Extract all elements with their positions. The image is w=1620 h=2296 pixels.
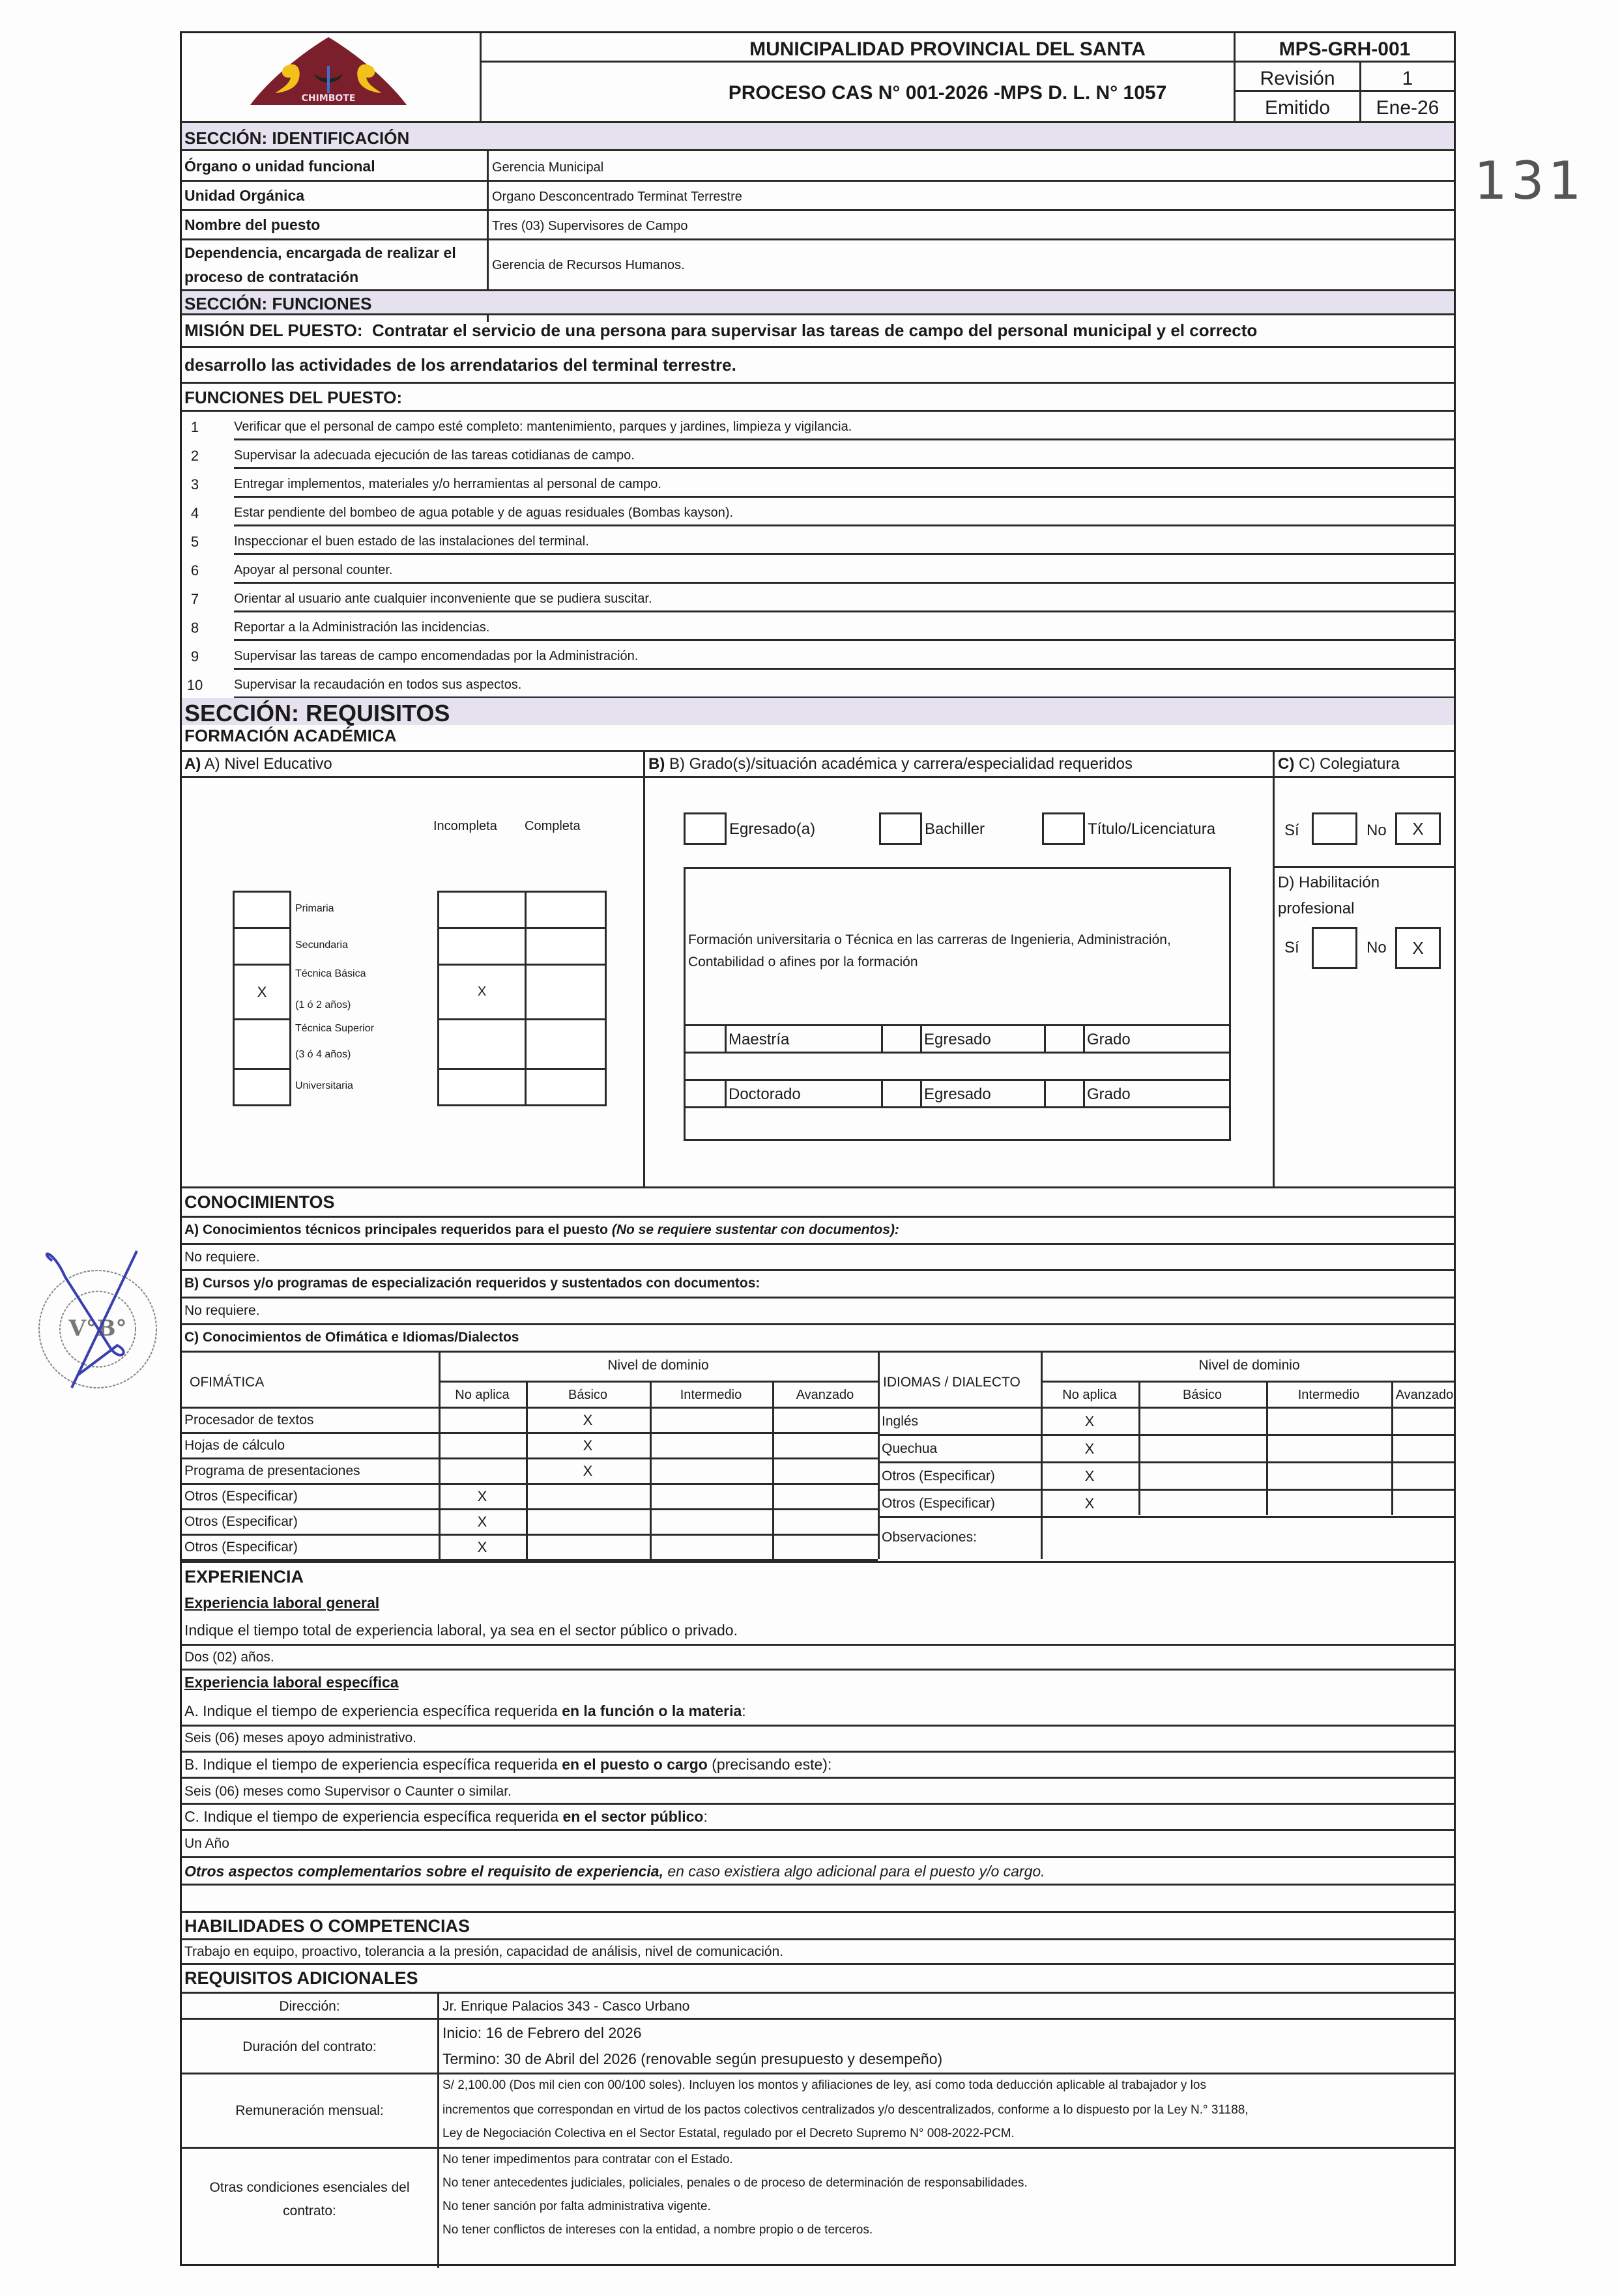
- nivel-completa-cell[interactable]: [525, 927, 607, 966]
- adicionales-title: REQUISITOS ADICIONALES: [184, 1968, 418, 1988]
- doctorado-label: Doctorado: [729, 1085, 801, 1103]
- function-number: 2: [190, 448, 199, 464]
- level-header: Intermedio: [680, 1388, 742, 1402]
- conocimientos-c-label: C) Conocimientos de Ofimática e Idiomas/Dialectos: [184, 1330, 519, 1345]
- otras-condiciones-line: No tener impedimentos para contratar con el Estado.: [442, 2153, 733, 2166]
- level-header: Básico: [1182, 1388, 1222, 1402]
- ofimatica-row-label: Otros (Especificar): [184, 1489, 298, 1504]
- funciones-title: FUNCIONES DEL PUESTO:: [184, 388, 403, 407]
- header-title: MUNICIPALIDAD PROVINCIAL DEL SANTA: [749, 38, 1146, 60]
- mission-line-2: desarrollo las actividades de los arrendatarios del terminal terrestre.: [184, 355, 736, 375]
- colegiatura-si-checkbox[interactable]: [1312, 812, 1357, 845]
- experiencia-otros-label: Otros aspectos complementarios sobre el requisito de experiencia, en caso existiera algo adicional para el puesto y/o cargo.: [184, 1863, 1045, 1880]
- nivel-label: Primaria: [295, 903, 334, 914]
- conocimientos-title: CONOCIMIENTOS: [184, 1192, 335, 1212]
- incompleta-header: Incompleta: [433, 819, 497, 833]
- duracion-label: Duración del contrato:: [242, 2039, 377, 2054]
- conocimientos-b-value: No requiere.: [184, 1303, 260, 1318]
- function-number: 5: [190, 534, 199, 550]
- direccion-label: Dirección:: [279, 1999, 340, 2014]
- colegiatura-title: C) C) Colegiatura: [1278, 755, 1400, 773]
- function-text: Supervisar la recaudación en todos sus aspectos.: [234, 678, 522, 692]
- experiencia-a-value: Seis (06) meses apoyo administrativo.: [184, 1730, 416, 1745]
- function-text: Apoyar al personal counter.: [234, 563, 393, 577]
- duracion-termino: Termino: 30 de Abril del 2026 (renovable según presupuesto y desempeño): [442, 2050, 943, 2067]
- function-text: Supervisar las tareas de campo encomendadas por la Administración.: [234, 649, 639, 663]
- ofimatica-row-label: Otros (Especificar): [184, 1514, 298, 1529]
- svg-text:CHIMBOTE: CHIMBOTE: [301, 93, 356, 104]
- svg-text:V°B°: V°B°: [68, 1315, 127, 1342]
- field-value: Tres (03) Supervisores de Campo: [492, 219, 688, 233]
- doctorado-egresado: Egresado: [924, 1085, 991, 1103]
- bachiller-label: Bachiller: [925, 820, 985, 838]
- level-header: No aplica: [1062, 1388, 1117, 1402]
- otras-condiciones-line: No tener sanción por falta administrativa vigente.: [442, 2200, 711, 2213]
- header-subtitle: PROCESO CAS N° 001-2026 -MPS D. L. N° 1057: [728, 82, 1167, 104]
- idioma-row-label: Inglés: [882, 1414, 919, 1429]
- function-text: Inspeccionar el buen estado de las instalaciones del terminal.: [234, 534, 589, 549]
- maestria-label: Maestría: [729, 1031, 790, 1048]
- completa-header: Completa: [525, 819, 581, 833]
- stamp-icon: [20, 1238, 163, 1394]
- remuneracion-label: Remuneración mensual:: [235, 2103, 384, 2118]
- revision-label: Revisión: [1260, 68, 1335, 89]
- section-identificacion: [182, 123, 1454, 149]
- field-value: Organo Desconcentrado Terminat Terrestre: [492, 190, 742, 204]
- level-header: No aplica: [455, 1388, 510, 1402]
- idioma-row-label: Otros (Especificar): [882, 1496, 995, 1511]
- ofimatica-level-cell[interactable]: X: [583, 1437, 593, 1454]
- habilitacion-si-checkbox[interactable]: [1312, 927, 1357, 969]
- function-number: 10: [186, 677, 203, 693]
- ofimatica-level-cell[interactable]: X: [583, 1412, 593, 1428]
- logo-cell: [182, 33, 482, 121]
- nivel-educativo-title: A) A) Nivel Educativo: [184, 755, 332, 773]
- function-number: 7: [190, 591, 199, 607]
- function-text: Supervisar la adecuada ejecución de las tareas cotidianas de campo.: [234, 448, 635, 463]
- function-text: Verificar que el personal de campo esté completo: mantenimiento, parques y jardines, limpieza y vigilancia.: [234, 420, 852, 434]
- experiencia-b-value: Seis (06) meses como Supervisor o Caunter o similar.: [184, 1784, 512, 1799]
- section-requisitos: [182, 698, 1454, 725]
- section-funciones: [182, 291, 1454, 313]
- doc-code-cell: [1236, 33, 1454, 63]
- ofimatica-level-cell[interactable]: X: [477, 1488, 487, 1504]
- issued-value: Ene-26: [1376, 97, 1439, 119]
- issued-row: [1236, 92, 1454, 121]
- otras-condiciones-line: No tener antecedentes judiciales, policiales, penales o de proceso de determinación de responsabilidades.: [442, 2176, 1028, 2190]
- conocimientos-a-label: A) Conocimientos técnicos principales requeridos para el puesto (No se requiere sustentar con documentos):: [184, 1222, 899, 1237]
- ofimatica-row-label: Procesador de textos: [184, 1413, 314, 1428]
- nivel-dominio-label: Nivel de dominio: [607, 1358, 709, 1373]
- titulo-checkbox[interactable]: [1042, 812, 1085, 845]
- nivel-incompleta-cell[interactable]: [437, 1018, 527, 1070]
- function-number: 4: [190, 505, 199, 521]
- observaciones-label: Observaciones:: [882, 1530, 977, 1545]
- remuneracion-line: S/ 2,100.00 (Dos mil cien con 00/100 soles). Incluyen los montos y afiliaciones de ley, así como toda deducción aplicable al trabajador y los: [442, 2078, 1206, 2092]
- handwritten-page-number: 131: [1474, 151, 1585, 211]
- ofimatica-level-cell[interactable]: X: [583, 1463, 593, 1479]
- carrera-text: Formación universitaria o Técnica en las carreras de Ingenieria, Administración,: [688, 932, 1171, 947]
- experiencia-title: EXPERIENCIA: [184, 1567, 304, 1586]
- idiomas-title: IDIOMAS / DIALECTO: [883, 1375, 1020, 1390]
- habilitacion-si-label: Sí: [1284, 939, 1299, 956]
- field-label: Unidad Orgánica: [184, 187, 305, 204]
- doctorado-grado: Grado: [1087, 1085, 1131, 1103]
- chimbote-logo-icon: [244, 33, 413, 111]
- experiencia-general-title: Experiencia laboral general: [184, 1594, 380, 1611]
- nivel-label: Técnica Superior: [295, 1023, 374, 1034]
- experiencia-a-question: A. Indique el tiempo de experiencia específica requerida en la función o la materia:: [184, 1702, 746, 1719]
- idioma-level-cell[interactable]: X: [1084, 1441, 1095, 1457]
- grado-title: B) B) Grado(s)/situación académica y carrera/especialidad requeridos: [648, 755, 1133, 773]
- mission-line-1: MISIÓN DEL PUESTO: Contratar el servicio de una persona para supervisar las tareas de campo del personal municipal y el correcto: [184, 321, 1258, 340]
- formacion-title: FORMACIÓN ACADÉMICA: [184, 726, 397, 745]
- nivel-incompleta-cell[interactable]: [437, 927, 527, 966]
- colegiatura-no-checkbox[interactable]: X: [1395, 812, 1441, 845]
- colegiatura-no-label: No: [1367, 822, 1387, 839]
- nivel-checkbox[interactable]: [233, 1068, 291, 1106]
- revision-row: [1236, 63, 1454, 92]
- habilitacion-title: profesional: [1278, 900, 1355, 917]
- field-value: Gerencia Municipal: [492, 160, 604, 175]
- nivel-checkbox[interactable]: X: [233, 964, 291, 1020]
- ofimatica-level-cell[interactable]: X: [477, 1539, 487, 1555]
- habilitacion-title: D) Habilitación: [1278, 874, 1380, 891]
- nivel-label: (3 ó 4 años): [295, 1049, 351, 1060]
- nivel-completa-cell[interactable]: [525, 1018, 607, 1070]
- function-text: Estar pendiente del bombeo de agua potable y de aguas residuales (Bombas kayson).: [234, 506, 734, 520]
- nivel-incompleta-cell[interactable]: [437, 891, 527, 929]
- idioma-level-cell[interactable]: X: [1084, 1495, 1095, 1512]
- idioma-level-cell[interactable]: X: [1084, 1468, 1095, 1484]
- nivel-label: (1 ó 2 años): [295, 999, 351, 1011]
- ofimatica-row-label: Hojas de cálculo: [184, 1438, 285, 1453]
- otras-condiciones-label: contrato:: [283, 2203, 336, 2218]
- egresado-label: Egresado(a): [729, 820, 816, 838]
- field-label: Órgano o unidad funcional: [184, 158, 375, 175]
- nivel-label: Secundaria: [295, 940, 348, 951]
- section-title: SECCIÓN: FUNCIONES: [184, 294, 372, 313]
- nivel-dominio-label: Nivel de dominio: [1198, 1358, 1300, 1373]
- nivel-completa-cell[interactable]: [525, 891, 607, 929]
- experiencia-c-value: Un Año: [184, 1836, 229, 1851]
- maestria-egresado: Egresado: [924, 1031, 991, 1048]
- field-label: proceso de contratación: [184, 268, 359, 285]
- experiencia-general-value: Dos (02) años.: [184, 1650, 274, 1665]
- function-text: Reportar a la Administración las incidencias.: [234, 620, 490, 635]
- duracion-inicio: Inicio: 16 de Febrero del 2026: [442, 2024, 642, 2041]
- habilidades-title: HABILIDADES O COMPETENCIAS: [184, 1916, 470, 1936]
- doc-code: MPS-GRH-001: [1279, 38, 1411, 60]
- ofimatica-row-label: Otros (Especificar): [184, 1540, 298, 1555]
- level-header: Intermedio: [1297, 1388, 1360, 1402]
- experiencia-general-question: Indique el tiempo total de experiencia laboral, ya sea en el sector público o privado.: [184, 1622, 738, 1639]
- egresado-checkbox[interactable]: [684, 812, 727, 845]
- ofimatica-level-cell[interactable]: X: [477, 1514, 487, 1530]
- idioma-level-cell[interactable]: X: [1084, 1413, 1095, 1429]
- function-text: Entregar implementos, materiales y/o herramientas al personal de campo.: [234, 477, 661, 491]
- maestria-grado: Grado: [1087, 1031, 1131, 1048]
- level-header: Básico: [568, 1388, 608, 1402]
- function-number: 6: [190, 562, 199, 579]
- nivel-incompleta-cell[interactable]: X: [437, 964, 527, 1020]
- field-label: Nombre del puesto: [184, 216, 321, 233]
- carrera-text: Contabilidad o afines por la formación: [688, 954, 918, 969]
- nivel-completa-cell[interactable]: [525, 964, 607, 1020]
- level-header: Avanzado: [796, 1388, 854, 1402]
- direccion-value: Jr. Enrique Palacios 343 - Casco Urbano: [442, 1999, 690, 2014]
- section-title: SECCIÓN: REQUISITOS: [184, 700, 450, 726]
- nivel-checkbox[interactable]: [233, 891, 291, 929]
- remuneracion-line: incrementos que correspondan en virtud de los pactos colectivos centralizados y/o descentralizados, conforme a lo dispuesto por la Ley N.° 31188,: [442, 2103, 1249, 2117]
- level-header: Avanzado: [1395, 1388, 1454, 1402]
- experiencia-especifica-title: Experiencia laboral específica: [184, 1674, 399, 1691]
- habilitacion-no-label: No: [1367, 939, 1387, 956]
- nivel-label: Técnica Básica: [295, 968, 366, 979]
- colegiatura-si-label: Sí: [1284, 822, 1299, 839]
- bachiller-checkbox[interactable]: [879, 812, 922, 845]
- experiencia-b-question: B. Indique el tiempo de experiencia específica requerida en el puesto o cargo (precisando este):: [184, 1756, 832, 1773]
- function-number: 1: [190, 419, 199, 435]
- carrera-box: [684, 867, 1231, 1141]
- experiencia-c-question: C. Indique el tiempo de experiencia específica requerida en el sector público:: [184, 1808, 708, 1825]
- form-frame: [180, 31, 1456, 2266]
- nivel-incompleta-cell[interactable]: [437, 1068, 527, 1106]
- habilidades-value: Trabajo en equipo, proactivo, tolerancia a la presión, capacidad de análisis, nivel de comunicación.: [184, 1944, 784, 1959]
- conocimientos-a-value: No requiere.: [184, 1250, 260, 1265]
- function-number: 3: [190, 476, 199, 493]
- revision-value: 1: [1402, 68, 1413, 89]
- function-text: Orientar al usuario ante cualquier inconveniente que se pudiera suscitar.: [234, 592, 652, 606]
- habilitacion-no-checkbox[interactable]: X: [1395, 927, 1441, 969]
- ofimatica-title: OFIMÁTICA: [190, 1375, 265, 1390]
- otras-condiciones-label: Otras condiciones esenciales del: [209, 2180, 410, 2195]
- issued-label: Emitido: [1264, 97, 1331, 119]
- function-number: 9: [190, 648, 199, 665]
- nivel-completa-cell[interactable]: [525, 1068, 607, 1106]
- approval-stamp: [20, 1238, 163, 1394]
- field-value: Gerencia de Recursos Humanos.: [492, 258, 685, 272]
- section-title: SECCIÓN: IDENTIFICACIÓN: [184, 128, 410, 148]
- ofimatica-row-label: Programa de presentaciones: [184, 1463, 360, 1478]
- idioma-row-label: Otros (Especificar): [882, 1469, 995, 1484]
- function-number: 8: [190, 620, 199, 636]
- idioma-row-label: Quechua: [882, 1441, 938, 1456]
- otras-condiciones-line: No tener conflictos de intereses con la entidad, a nombre propio o de terceros.: [442, 2223, 873, 2237]
- remuneracion-line: Ley de Negociación Colectiva en el Sector Estatal, regulado por el Decreto Supremo N° 008-2022-PCM.: [442, 2127, 1015, 2140]
- conocimientos-b-label: B) Cursos y/o programas de especialización requeridos y sustentados con documentos:: [184, 1276, 760, 1291]
- nivel-checkbox[interactable]: [233, 927, 291, 966]
- titulo-label: Título/Licenciatura: [1088, 820, 1216, 838]
- field-label: Dependencia, encargada de realizar el: [184, 244, 456, 261]
- nivel-checkbox[interactable]: [233, 1018, 291, 1070]
- nivel-label: Universitaria: [295, 1080, 353, 1091]
